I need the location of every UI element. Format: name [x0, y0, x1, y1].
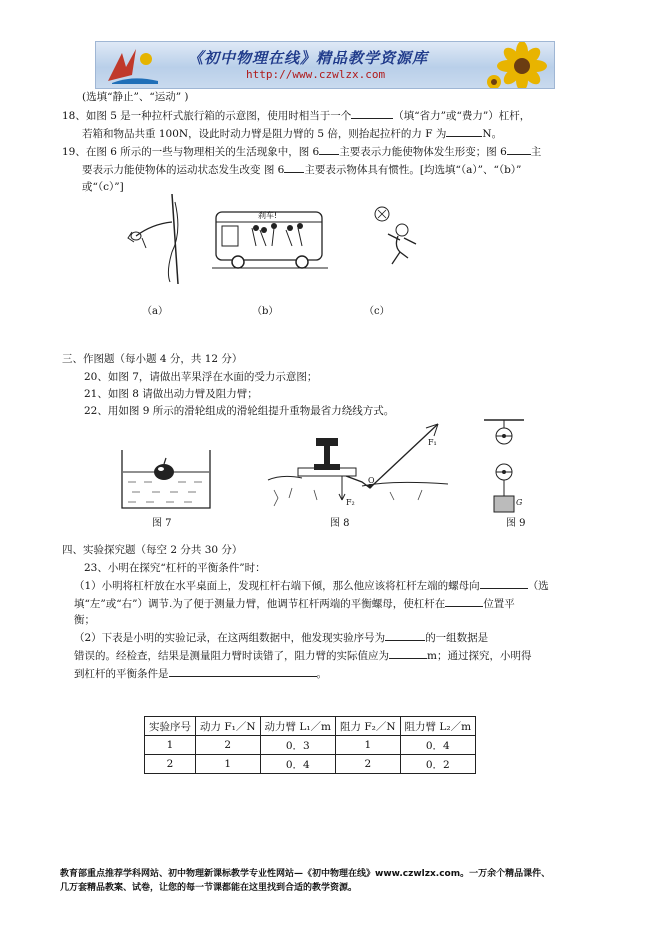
q21-text: 21、如图 8 请做出动力臂及阻力臂；	[84, 388, 258, 400]
prev-question-tail: (选填“静止”、“运动” )	[82, 91, 189, 103]
figure-8-caption: 图 8	[330, 518, 350, 529]
q19-line2: 要表示力能使物体的运动状态发生改变 图 6 主要表示物体具有惯性。[均选填“（a）”、“（b）”	[82, 164, 522, 176]
q18-line2: 若箱和物品共重 100N，设此时动力臂是阻力臂的 5 倍，则抬起拉杆的力 F 为 N。	[82, 128, 503, 140]
footer-line1: 教育部重点推荐学科网站、初中物理新课标教学专业性网站—《初中物理在线》www.czwlzx.com。一万余个精品课件、	[60, 869, 551, 879]
figure-6a-caption: （a）	[142, 306, 168, 317]
q20-text: 20、如图 7，请做出苹果浮在水面的受力示意图；	[84, 371, 318, 383]
table-row	[145, 736, 476, 755]
table-header: 实验序号	[145, 717, 196, 736]
figure-6a-bent-pole	[122, 192, 192, 287]
figure-6b-caption: （b）	[252, 306, 279, 317]
table-row	[145, 755, 476, 774]
figure-7-caption: 图 7	[152, 518, 172, 529]
figure-6c-kicking-boy	[370, 200, 430, 275]
figure-9-pulley-system	[476, 416, 532, 516]
header-banner	[95, 41, 555, 89]
table-cell: 0．3	[260, 736, 335, 755]
figure-8-lever	[262, 420, 452, 512]
table-cell: 2	[336, 755, 401, 774]
q23-part2-line1: （2）下表是小明的实验记录，在这两组数据中，他发现实验序号为 的一组数据是	[74, 632, 489, 644]
banner-title: 《初中物理在线》精品教学资源库	[188, 49, 429, 67]
q19-blank-1[interactable]	[319, 144, 339, 155]
figure-7-floating-apple	[118, 448, 214, 512]
table-header: 动力臂 L₁／m	[260, 717, 335, 736]
q19-line3: 或“（c）”]	[82, 181, 124, 193]
sunflower-icon	[484, 42, 554, 88]
table-cell: 2	[196, 736, 261, 755]
table-cell: 1	[336, 736, 401, 755]
table-cell: 1	[196, 755, 261, 774]
f1-label: F₁	[428, 438, 437, 447]
q23-blank-sequence[interactable]	[385, 630, 425, 641]
q23-part2-line3: 到杠杆的平衡条件是 。	[74, 668, 327, 680]
table-header: 动力 F₁／N	[196, 717, 261, 736]
q18-line1: 18、如图 5 是一种拉杆式旅行箱的示意图，使用时相当于一个 （填“省力”或“费力”）杠杆，	[62, 110, 531, 122]
q18-blank-2[interactable]	[446, 126, 482, 137]
q23-blank-arm-value[interactable]	[389, 648, 427, 659]
q19-line1: 19、在图 6 所示的一些与物理相关的生活现象中，图 6 主要表示力能使物体发生形变；图 6 主	[62, 146, 542, 158]
weight-label: G	[516, 498, 523, 507]
table-cell: 0．2	[400, 755, 475, 774]
figure-9-caption: 图 9	[506, 518, 526, 529]
logo-icon	[102, 45, 162, 85]
footer-line2: 几万套精品教案、试卷，让您的每一节课都能在这里找到合适的教学资源。	[60, 883, 358, 893]
q23-part1-line2: 填“左”或“右”）调节.为了便于测量力臂，他调节杠杆两端的平衡螺母，使杠杆在 位置平	[74, 598, 515, 610]
banner-url[interactable]: http://www.czwlzx.com	[246, 68, 386, 81]
q22-text: 22、用如图 9 所示的滑轮组成的滑轮组提升重物最省力绕线方式。	[84, 405, 395, 417]
q19-blank-2[interactable]	[507, 144, 531, 155]
q23-title: 23、小明在探究“杠杆的平衡条件”时：	[84, 562, 266, 574]
experiment-table	[144, 716, 476, 774]
q23-blank-condition[interactable]	[169, 666, 317, 677]
figure-6c-caption: （c）	[364, 306, 390, 317]
q23-blank-direction[interactable]	[480, 578, 528, 589]
table-cell: 0．4	[400, 736, 475, 755]
fulcrum-label: O	[368, 476, 375, 485]
table-cell: 1	[145, 736, 196, 755]
table-cell: 0．4	[260, 755, 335, 774]
brake-label: 刹车!	[258, 211, 278, 220]
q23-part2-line2: 错误的。经检查，结果是测量阻力臂时读错了，阻力臂的实际值应为 m；通过探究，小明得	[74, 650, 532, 662]
q18-blank-1[interactable]	[351, 108, 393, 119]
section4-heading: 四、实验探究题（每空 2 分共 30 分）	[62, 544, 243, 556]
table-cell: 2	[145, 755, 196, 774]
table-header: 阻力臂 L₂／m	[400, 717, 475, 736]
section3-heading: 三、作图题（每小题 4 分，共 12 分）	[62, 353, 243, 365]
q23-part1-line3: 衡；	[74, 614, 95, 626]
q23-part1-line1: （1）小明将杠杆放在水平桌面上，发现杠杆右端下倾，那么他应该将杠杆左端的螺母向 （选	[74, 580, 549, 592]
f2-label: F₂	[346, 498, 355, 507]
table-header-row	[145, 717, 476, 736]
q23-blank-position[interactable]	[445, 596, 483, 607]
q19-blank-3[interactable]	[284, 162, 304, 173]
table-header: 阻力 F₂／N	[336, 717, 401, 736]
